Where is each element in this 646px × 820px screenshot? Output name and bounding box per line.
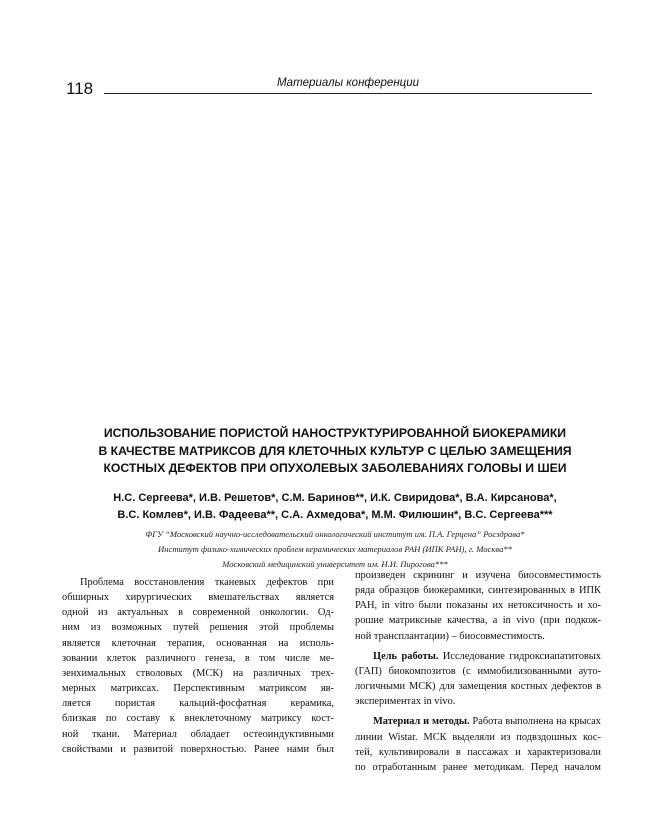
methods-paragraph-start [355,714,601,729]
body-line: РАН, in vitro были показаны их нетоксичность и хо- [355,600,601,612]
body-line: ной трансплантации) – биосовместимость. [355,630,545,642]
body-line: рошие матриксные качества, а in vivo (при подкож- [355,615,601,627]
body-line: произведен скрининг и изучена биосовместимость [355,570,601,581]
body-line: по отработанным ранее методикам. Перед началом [355,761,601,773]
goal-paragraph-start [355,649,601,664]
body-line: обширных хирургических вмешательствах является [62,592,334,604]
affiliation-line: ФГУ “Московский научно-исследовательский онкологический институт им. П.А. Герцена” Росздрава* [145,529,525,539]
body-line: (ГАП) биокомпозитов (с иммобилизованными ауто- [355,665,601,677]
body-line: одной из актуальных в современной онкологии. Од- [62,607,334,619]
methods-text: Работа выполнена на крысах [472,716,601,728]
body-line: экспериментах in vivo. [355,696,456,708]
goal-text: Исследование гидроксиапатитовых [442,650,601,662]
body-line: близкая по составу к внеклеточному матриксу кост- [62,713,334,725]
body-line: зенхимальных стволовых (МСК) на различных трех- [62,667,334,679]
left-column [62,575,334,757]
page-number: 118 [66,79,94,98]
article-title [70,425,600,478]
body-line: ной ткани. Материал обладает остеоиндуктивными [62,728,334,740]
goal-heading: Цель работы. [373,650,439,662]
body-line: ляется пористая кальций-фосфатная керамика, [62,698,334,710]
body-line: является клеточная терапия, основанная на исполь- [62,637,334,649]
title-line: В КАЧЕСТВЕ МАТРИКСОВ ДЛЯ КЛЕТОЧНЫХ КУЛЬТУР С ЦЕЛЬЮ ЗАМЕЩЕНИЯ [98,443,572,458]
affiliations [70,527,600,572]
title-line: КОСТНЫХ ДЕФЕКТОВ ПРИ ОПУХОЛЕВЫХ ЗАБОЛЕВАНИЯХ ГОЛОВЫ И ШЕИ [103,461,567,475]
body-line: ряда образцов биокерамики, синтезированных в ИПК [355,585,601,597]
body-line: тей, культивировали в пассажах и характеризовали [355,746,601,758]
body-line: свойствами и развитой поверхностью. Ранее нами был [62,743,334,755]
running-header: Материалы конференции [276,77,420,89]
right-column [355,568,601,775]
author-line: Н.С. Сергеева*, И.В. Решетов*, С.М. Баринов**, И.К. Свиридова*, В.А. Кирсанова*, [113,492,557,504]
body-line: ним из возможных путей решения этой проблемы [62,622,334,634]
methods-heading: Материал и методы. [373,716,470,728]
body-line: логичными МСК) для замещения костных дефектов в [355,681,601,693]
body-line: зовании клеток различного генеза, в том числе ме- [62,652,334,664]
affiliation-line: Институт физико-химических проблем керамических материалов РАН (ИПК РАН), г. Москва** [158,544,512,554]
title-line: ИСПОЛЬЗОВАНИЕ ПОРИСТОЙ НАНОСТРУКТУРИРОВАННОЙ БИОКЕРАМИКИ [103,426,567,440]
body-line: Проблема восстановления тканевых дефектов при [80,577,334,588]
author-list [70,490,600,524]
affiliation-line: Московский медицинский университет им. Н.И. Пирогова*** [222,559,448,569]
author-line: В.С. Комлев*, И.В. Фадеева**, С.А. Ахмедова*, М.М. Филюшин*, В.С. Сергеева*** [117,509,553,521]
body-line: мерных матриксах. Перспективным матриксом яв- [62,683,334,695]
body-line: линии Wistar. МСК выделяли из подвздошных кос- [355,731,601,743]
header-rule [104,93,592,94]
